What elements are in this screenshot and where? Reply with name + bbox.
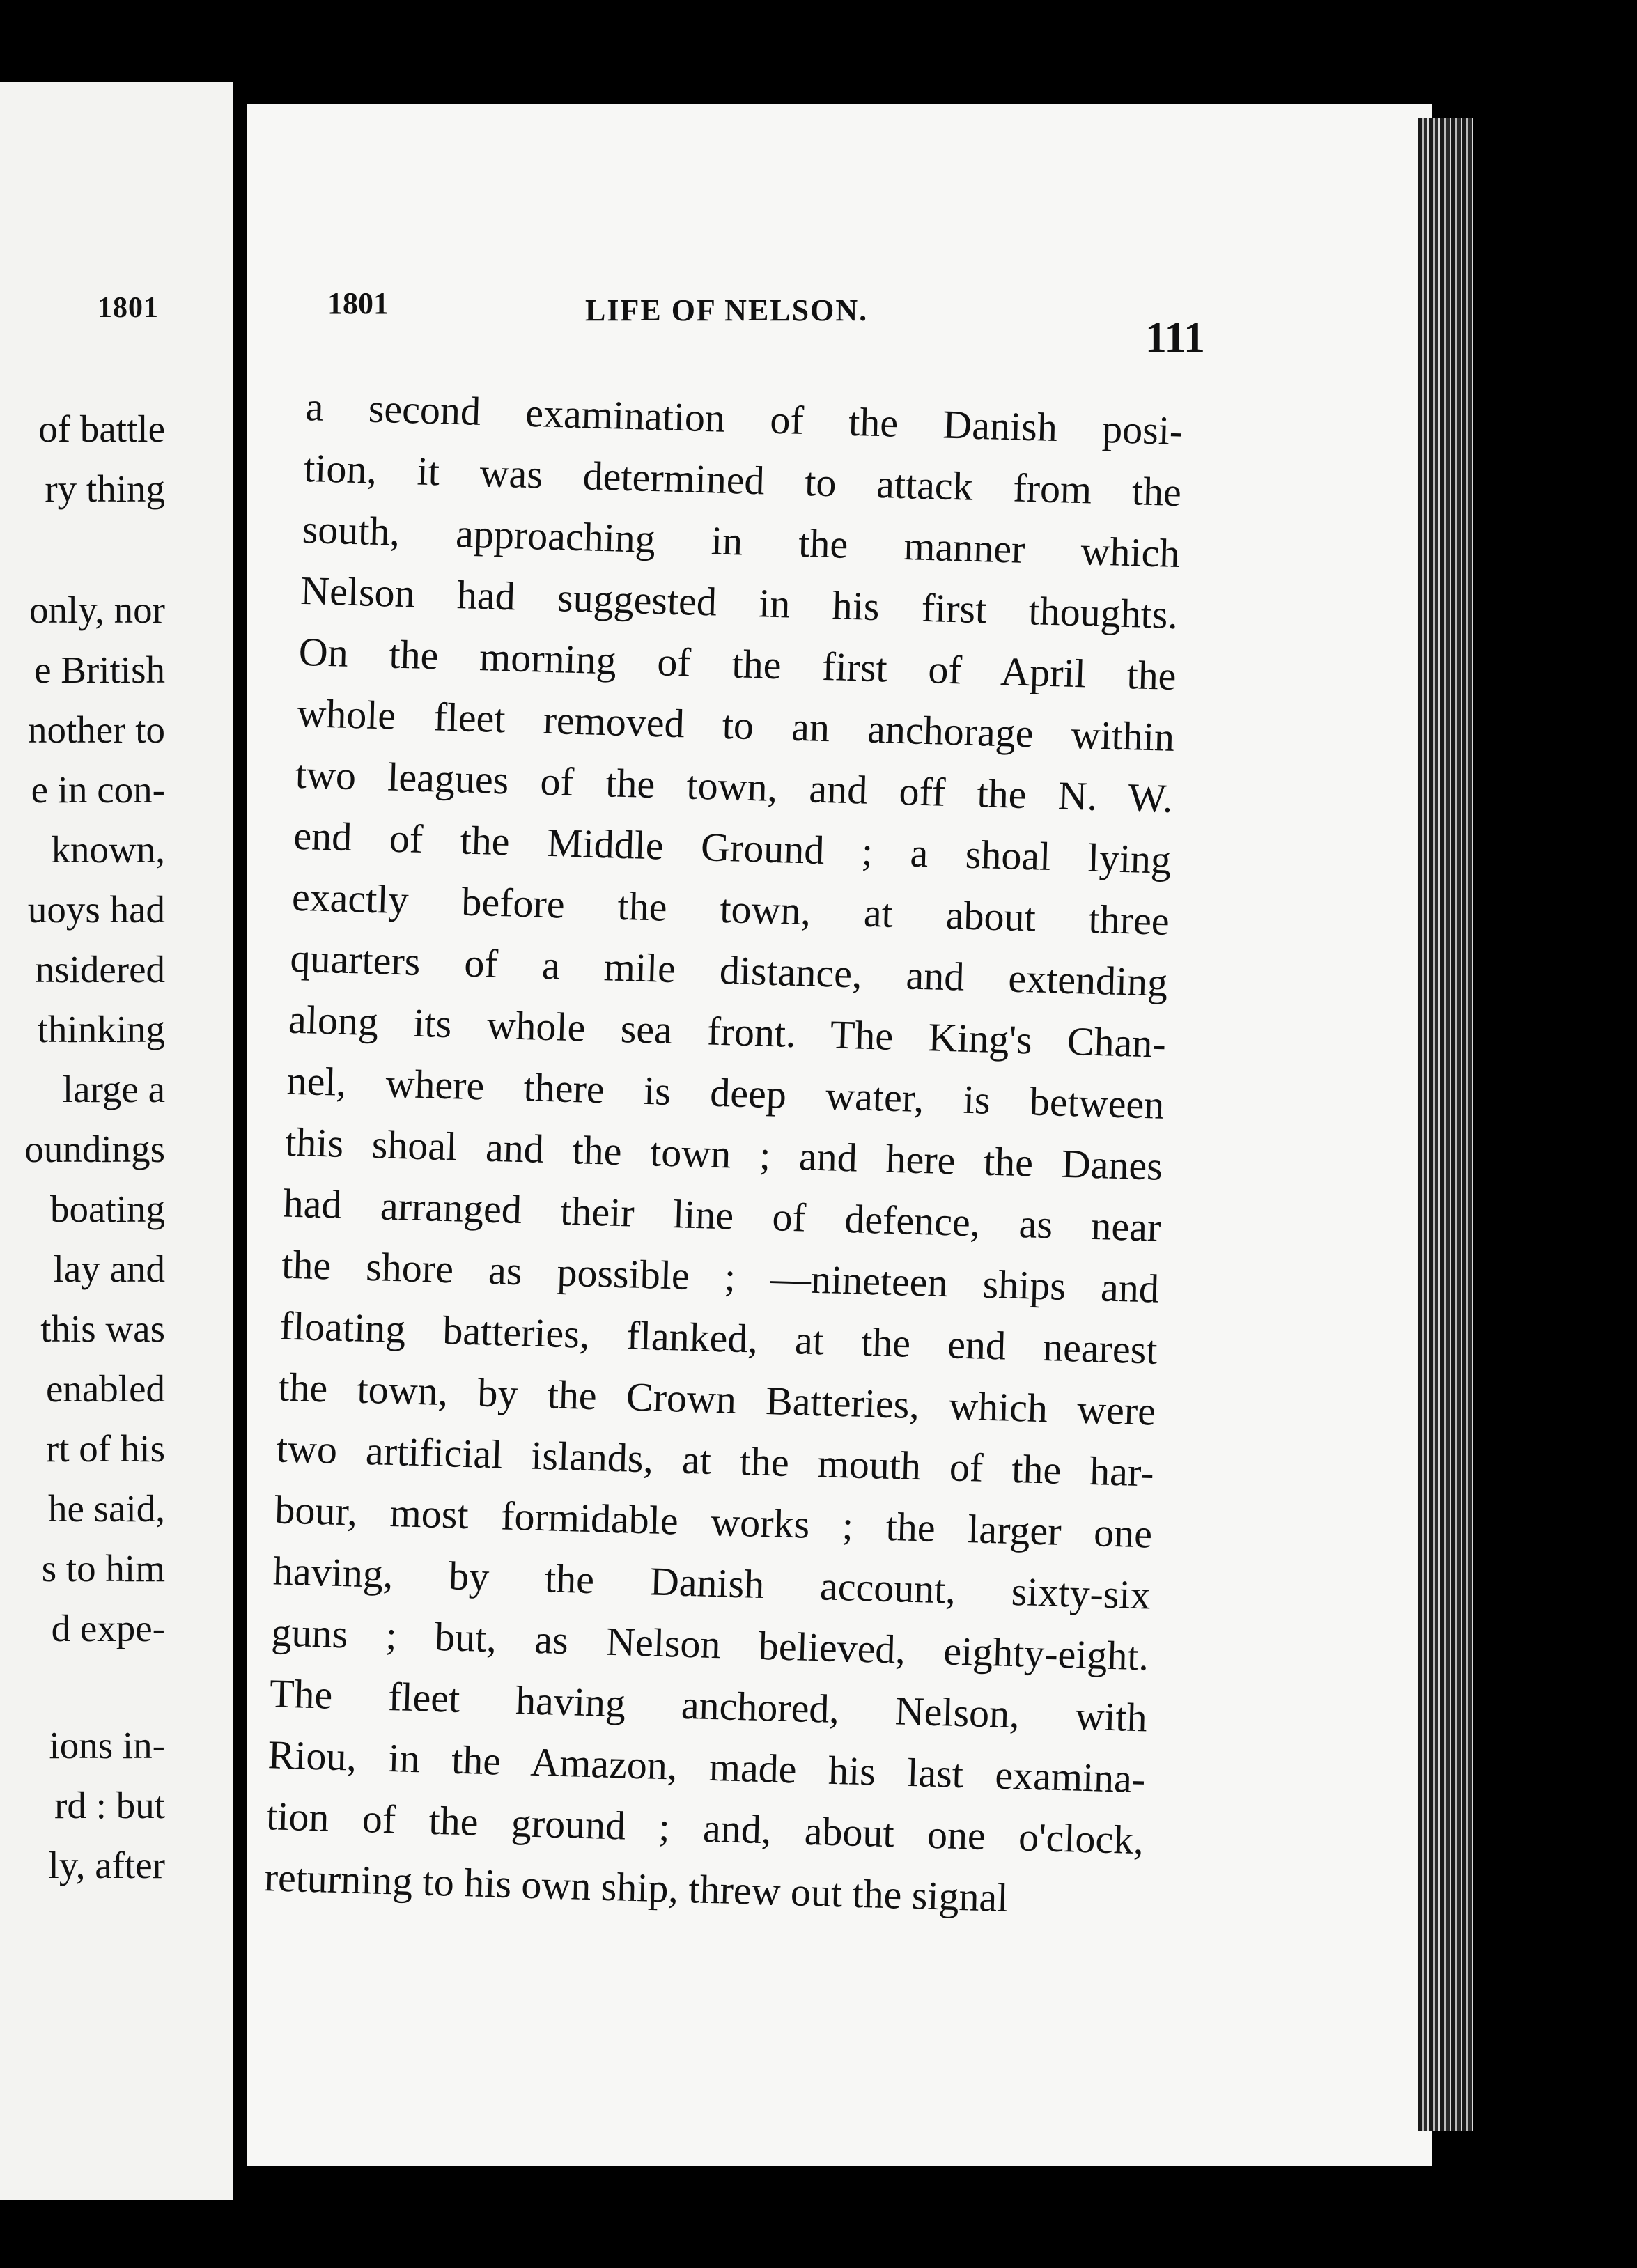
left-page-fragment: e British bbox=[34, 648, 165, 691]
text-line: along its whole sea front. The King's Chan- bbox=[288, 996, 1167, 1066]
left-page-fragment: d expe- bbox=[51, 1607, 165, 1649]
text-line: end of the Middle Ground ; a shoal lying bbox=[293, 812, 1172, 883]
text-line: floating batteries, flanked, at the end nearest bbox=[279, 1303, 1158, 1373]
left-page-fragment: large a bbox=[62, 1068, 165, 1110]
left-page-fragment: rt of his bbox=[45, 1427, 165, 1470]
text-line: The fleet having anchored, Nelson, with bbox=[269, 1670, 1148, 1741]
left-page-fragment: enabled bbox=[45, 1367, 165, 1410]
left-page-fragment: ly, after bbox=[48, 1844, 165, 1886]
left-page-fragment: only, nor bbox=[29, 589, 165, 631]
left-page-header-year: 1801 bbox=[98, 292, 159, 324]
text-line: guns ; but, as Nelson believed, eighty-eight. bbox=[270, 1609, 1150, 1679]
page-edge bbox=[1418, 118, 1473, 2131]
left-page-fragment: e in con- bbox=[31, 768, 165, 811]
left-page-fragment: thinking bbox=[37, 1008, 165, 1050]
text-line: quarters of a mile distance, and extending bbox=[289, 935, 1169, 1005]
left-page-fragment: this was bbox=[40, 1307, 165, 1350]
left-page bbox=[0, 82, 233, 2200]
running-head bbox=[327, 286, 1205, 362]
left-page-fragment: he said, bbox=[47, 1487, 165, 1530]
text-line: had arranged their line of defence, as near bbox=[282, 1180, 1162, 1250]
text-line: south, approaching in the manner which bbox=[301, 506, 1181, 577]
left-page-fragment: oundings bbox=[24, 1128, 165, 1170]
text-line: whole fleet removed to an anchorage within bbox=[296, 690, 1175, 760]
left-page-fragment: boating bbox=[50, 1188, 165, 1230]
left-page-fragment: s to him bbox=[41, 1547, 165, 1590]
left-page-fragment: of battle bbox=[38, 407, 165, 450]
text-line: Riou, in the Amazon, made his last examina- bbox=[267, 1732, 1147, 1802]
text-line: nel, where there is deep water, is between bbox=[286, 1057, 1165, 1128]
running-title: LIFE OF NELSON. bbox=[585, 293, 869, 327]
page-number: 111 bbox=[1145, 314, 1205, 362]
text-line: tion of the ground ; and, about one o'clock, bbox=[265, 1793, 1145, 1863]
left-page-fragment: nsidered bbox=[35, 948, 165, 991]
text-line: two leagues of the town, and off the N. W. bbox=[295, 751, 1174, 821]
left-page-fragment: nother to bbox=[27, 708, 165, 751]
text-line: the town, by the Crown Batteries, which were bbox=[277, 1364, 1156, 1434]
body-text bbox=[264, 376, 1184, 1932]
text-line: two artificial islands, at the mouth of the har- bbox=[276, 1425, 1155, 1496]
left-page-fragment: known, bbox=[51, 828, 165, 871]
text-line: tion, it was determined to attack from the bbox=[303, 444, 1182, 515]
left-page-fragment: uoys had bbox=[27, 888, 165, 931]
left-page-fragment: rd : but bbox=[54, 1784, 165, 1826]
left-page-fragment: lay and bbox=[53, 1248, 165, 1290]
text-line: On the morning of the first of April the bbox=[298, 628, 1177, 699]
text-line: Nelson had suggested in his first thoughts. bbox=[300, 567, 1179, 638]
text-line: bour, most formidable works ; the larger one bbox=[274, 1486, 1153, 1557]
left-page-fragment: ions in- bbox=[49, 1724, 165, 1766]
text-line: returning to his own ship, threw out the signal bbox=[263, 1854, 1009, 1920]
left-page-fragment: ry thing bbox=[45, 467, 165, 510]
text-line: a second examination of the Danish posi- bbox=[304, 383, 1184, 454]
text-line: having, by the Danish account, sixty-six bbox=[272, 1548, 1151, 1618]
header-year: 1801 bbox=[327, 286, 389, 320]
text-line: exactly before the town, at about three bbox=[291, 873, 1170, 944]
text-line: this shoal and the town ; and here the Danes bbox=[284, 1119, 1163, 1189]
text-line: the shore as possible ; —nineteen ships and bbox=[281, 1241, 1160, 1312]
